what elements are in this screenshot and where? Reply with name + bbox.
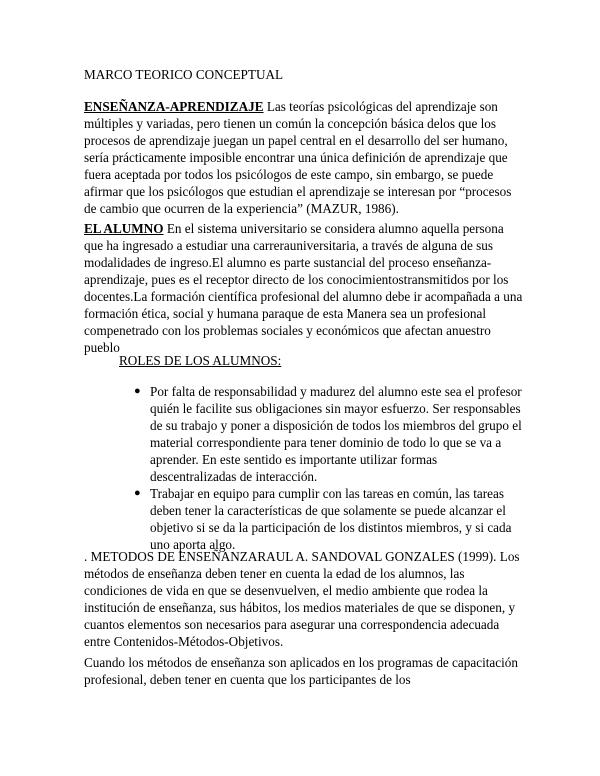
bullet-icon: ●: [134, 385, 141, 397]
roles-heading: ROLES DE LOS ALUMNOS:: [119, 353, 282, 368]
bullet-icon: ●: [134, 487, 141, 499]
paragraph-methods: . METODOS DE ENSEÑANZARAUL A. SANDOVAL GONZALES (1999). Los métodos de enseñanza deben tener en cuenta la edad de los alumnos, las condiciones de vida en que se desenvuelven, el medio ambiente que rodea la institución de enseñanza, sus hábitos, los medios materiales de que se disponen, y cuantos elementos son necesarios para asegurar una correspondencia adecuada entre Contenidos-Métodos-Objetivos.: [84, 549, 520, 649]
page-title: MARCO TEORICO CONCEPTUAL: [84, 67, 284, 82]
list-item: [136, 383, 526, 485]
roles-list: [136, 383, 526, 553]
section-text-ensenanza: Las teorías psicológicas del aprendizaje son múltiples y variadas, pero tienen un común la concepción básica delos que los procesos de aprendizaje juegan un papel central en el desarrollo del ser humano, sería prácticamente imposible encontrar una única definición de aprendizaje que fuera aceptada por todos los psicólogos de este campo, sin embargo, se puede afirmar que los psicólogos que estudian el aprendizaje se interesan por “procesos de cambio que ocurren de la experiencia” (MAZUR, 1986).: [84, 99, 512, 216]
role-text: Trabajar en equipo para cumplir con las tareas en común, las tareas deben tener la características de que solamente se puede alcanzar el objetivo si se da la participación de los distintos miembros, y si cada uno aporta algo.: [150, 486, 512, 552]
role-text: Por falta de responsabilidad y madurez del alumno este sea el profesor quién le facilite sus obligaciones sin mayor esfuerzo. Ser responsables de su trabajo y poner a disposición de todos los miembros del grupo el material correspondiente para tener dominio de todo lo que se va a aprender. En este sentido es importante utilizar formas descentralizadas de interacción.: [150, 384, 522, 484]
section-heading-alumno: EL ALUMNO: [84, 221, 164, 236]
section-el-alumno: [84, 220, 524, 356]
section-heading-ensenanza: ENSEÑANZA-APRENDIZAJE: [84, 99, 264, 114]
list-item: [136, 485, 526, 553]
section-text-alumno: En el sistema universitario se considera alumno aquella persona que ha ingresado a estudiar una carrerauniversitaria, a través de alguna de sus modalidades de ingreso.El alumno es parte sustancial del proceso enseñanza-aprendizaje, pues es el receptor directo de los conocimientostransmitidos por los docentes.La formación científica profesional del alumno debe ir acompañada a una formación ética, social y humana paraque de esta Manera sea un profesional compenetrado con los problemas sociales y económicos que afectan anuestro pueblo: [84, 221, 523, 355]
paragraph-final: Cuando los métodos de enseñanza son aplicados en los programas de capacitación profesional, deben tener en cuenta que los participantes de los: [84, 655, 518, 687]
section-ensenanza-aprendizaje: [84, 98, 524, 217]
